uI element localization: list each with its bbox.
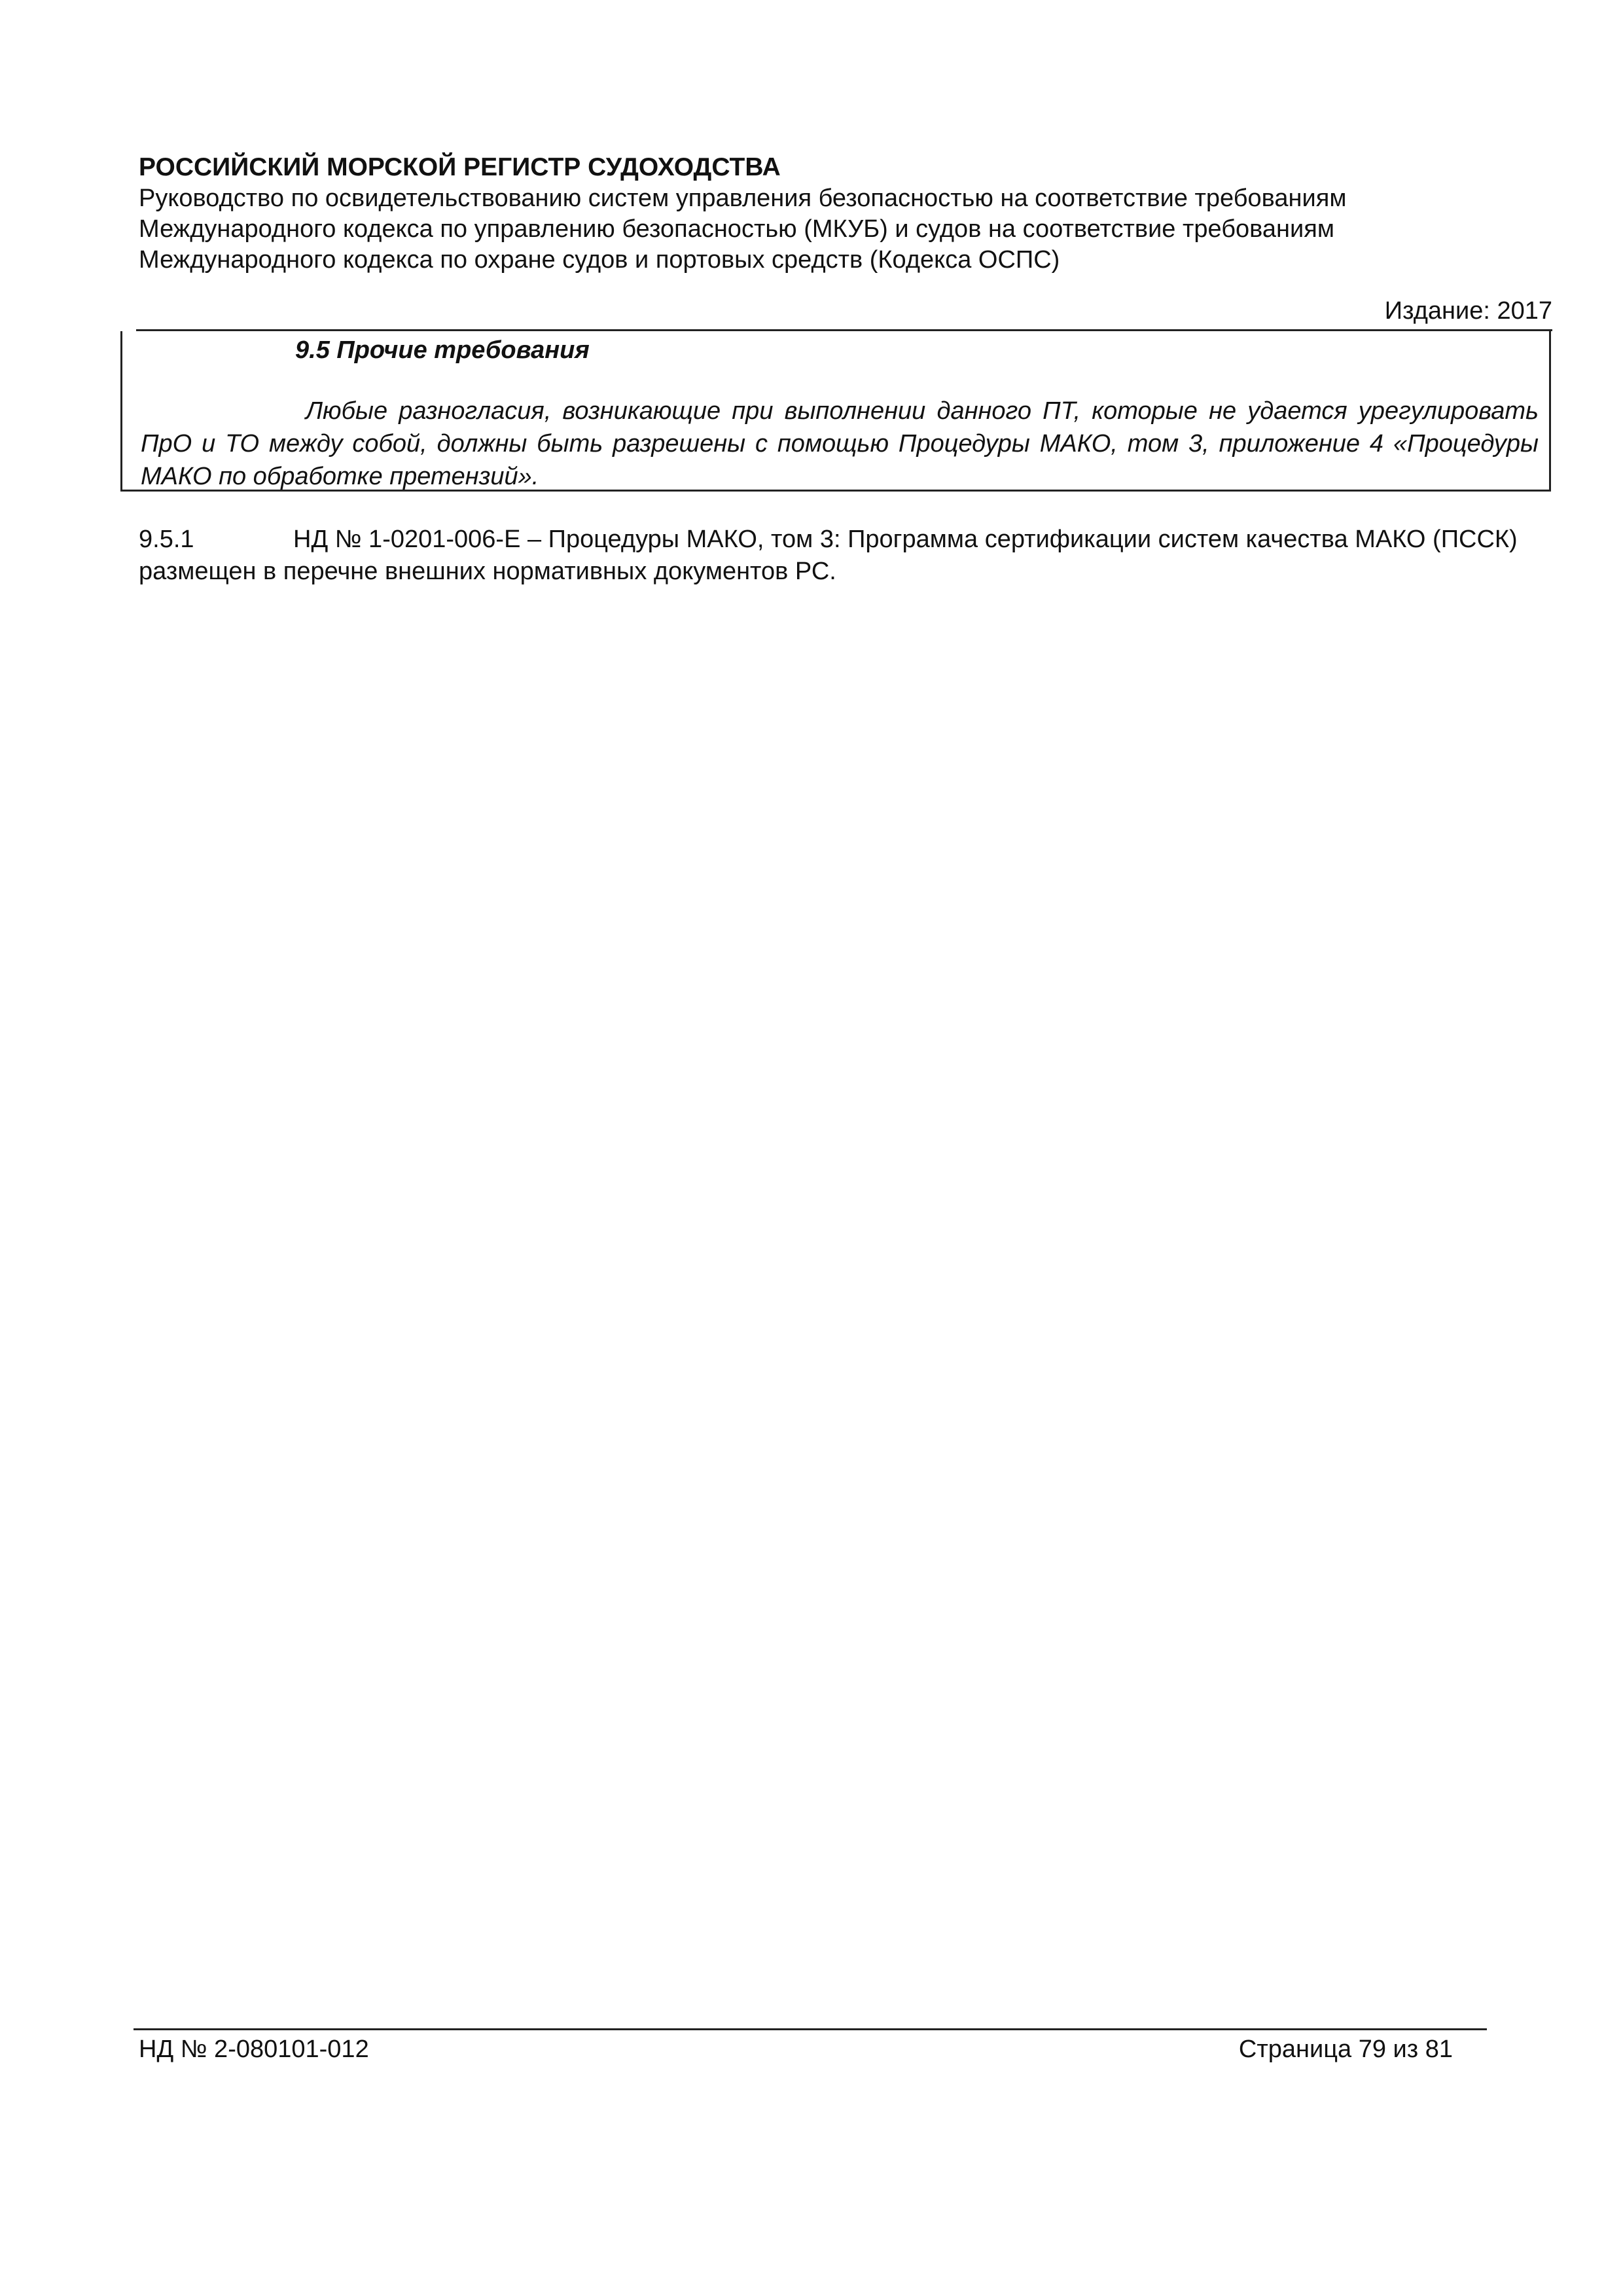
page-header bbox=[139, 152, 1552, 276]
section-heading: 9.5 Прочие требования bbox=[295, 336, 590, 364]
document-title-line-2: Международного кодекса по управлению безопасностью (МКУБ) и судов на соответствие требованиям bbox=[139, 215, 1334, 243]
paragraph-number: 9.5.1 bbox=[139, 526, 194, 553]
note-box bbox=[120, 331, 1551, 492]
footer-document-number: НД № 2-080101-012 bbox=[139, 2036, 369, 2063]
organization-name: РОССИЙСКИЙ МОРСКОЙ РЕГИСТР СУДОХОДСТВА bbox=[139, 153, 781, 181]
paragraph-text: НД № 1-0201-006-Е – Процедуры МАКО, том 3: Программа сертификации систем качества МАКО (ПССК) размещен в перечне внешних нормативных документов РС. bbox=[139, 526, 1518, 585]
document-title-line-1: Руководство по освидетельствованию систем управления безопасностью на соответствие требованиям bbox=[139, 185, 1347, 212]
edition-label: Издание: 2017 bbox=[1384, 297, 1552, 325]
paragraph-9-5-1 bbox=[139, 524, 1552, 588]
footer-divider bbox=[134, 2028, 1487, 2030]
note-text: Любые разногласия, возникающие при выполнении данного ПТ, которые не удается урегулировать ПрО и ТО между собой, должны быть разрешены с помощью Процедуры МАКО, том 3, приложение 4 «Процедуры МАКО по обработке претензий». bbox=[141, 397, 1539, 490]
footer-page-number: Страница 79 из 81 bbox=[1238, 2036, 1453, 2063]
document-title-line-3: Международного кодекса по охране судов и портовых средств (Кодекса ОСПС) bbox=[139, 246, 1060, 274]
